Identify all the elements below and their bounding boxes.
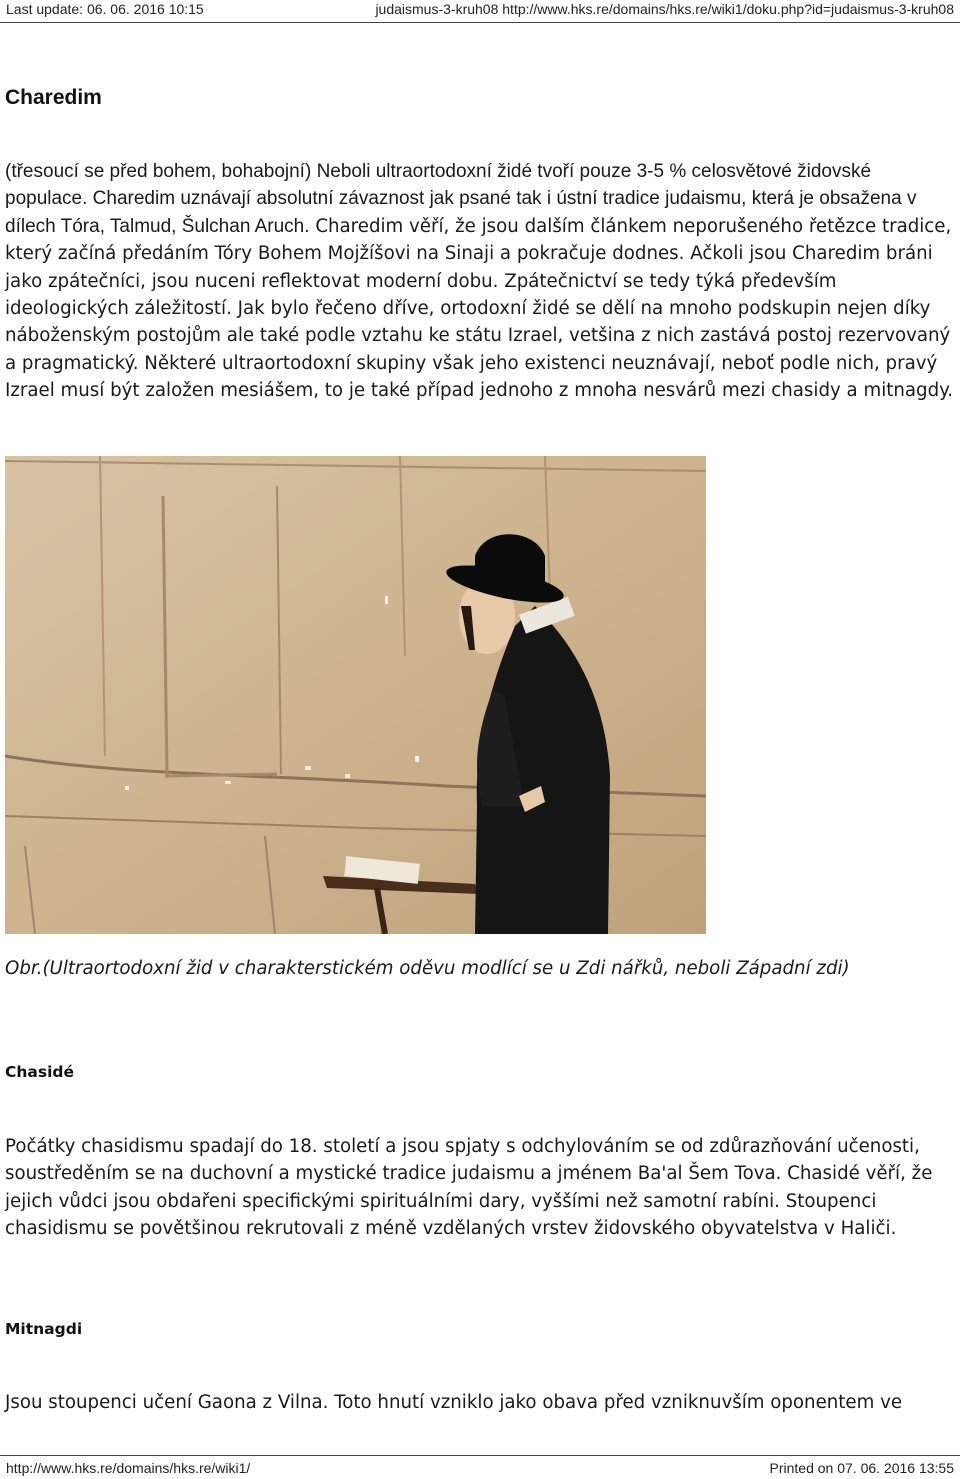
page-footer [0,1455,960,1479]
charedim-paragraph-body: Charedim věří, že jsou dalším článkem neporušeného řetězce tradice, který začíná předáním Tóry Bohem Mojžíšovi na Sinaji a pokračuje dodnes. Ačkoli jsou Charedim bráni jako zpátečníci, jsou nuceni reflektovat moderní dobu. Zpátečnictví se tedy týká především ideologických záležitostí. Jak bylo řečeno dříve, ortodoxní židé se dělí na mnoho podskupin nejen díky náboženským postojům ale také podle vztahu ke státu Izrael, vetšina z nich zastává postoj rezervovaný a pragmatický. Některé ultraortodoxní skupiny však jeho existenci neuznávají, neboť podle nich, pravý Izrael musí být založen mesiášem, to je také případ jednoho z mnoha nesvárů mezi chasidy a mitnagdy. [5,215,954,402]
section-title-mitnagdi: Mitnagdi [5,1320,83,1338]
figure-caption: Obr.(Ultraortodoxní žid v charakterstickém oděvu modlící se u Zdi nářků, neboli Západní zdi) [5,958,850,979]
western-wall-photo [5,456,706,934]
chaside-paragraph: Počátky chasidismu spadají do 18. století a jsou spjaty s odchylováním se od zdůrazňování učenosti, soustředěním se na duchovní a mystické tradice judaismu a jménem Ba'al Šem Tova. Chasidé věří, že jejich vůdci jsou obdařeni specifickými spirituálními dary, vyššími než samotní rabíni. Stoupenci chasidismu se povětšinou rekrutovali z méně vzdělaných vrstev židovského obyvatelstva v Haliči. [5,1136,933,1240]
last-update-text: Last update: 06. 06. 2016 10:15 [6,1,204,17]
page-header [0,0,960,23]
section-title-charedim: Charedim [5,86,102,109]
charedim-paragraph [5,158,955,405]
charedim-paragraph-intro: (třesoucí se před bohem, bohabojní) Neboli ultraortodoxní židé tvoří pouze 3-5 % celosvětové židovské populace. Charedim uznávají absolutní závaznost jak psané tak i ústní tradice judaismu, která je obsažena v dílech Tóra, Talmud, Šulchan Aruch. [5,161,917,237]
footer-url-link[interactable]: http://www.hks.re/domains/hks.re/wiki1/ [6,1460,251,1476]
section-title-chaside: Chasidé [5,1063,75,1081]
printed-date-text: Printed on 07. 06. 2016 13:55 [769,1460,954,1476]
page-reference-link[interactable]: judaismus-3-kruh08 http://www.hks.re/domains/hks.re/wiki1/doku.php?id=judaismus-3-kruh08 [375,1,954,17]
mitnagdi-paragraph: Jsou stoupenci učení Gaona z Vilna. Toto hnutí vzniklo jako obava před vzniknuvším oponentem ve [5,1392,903,1413]
